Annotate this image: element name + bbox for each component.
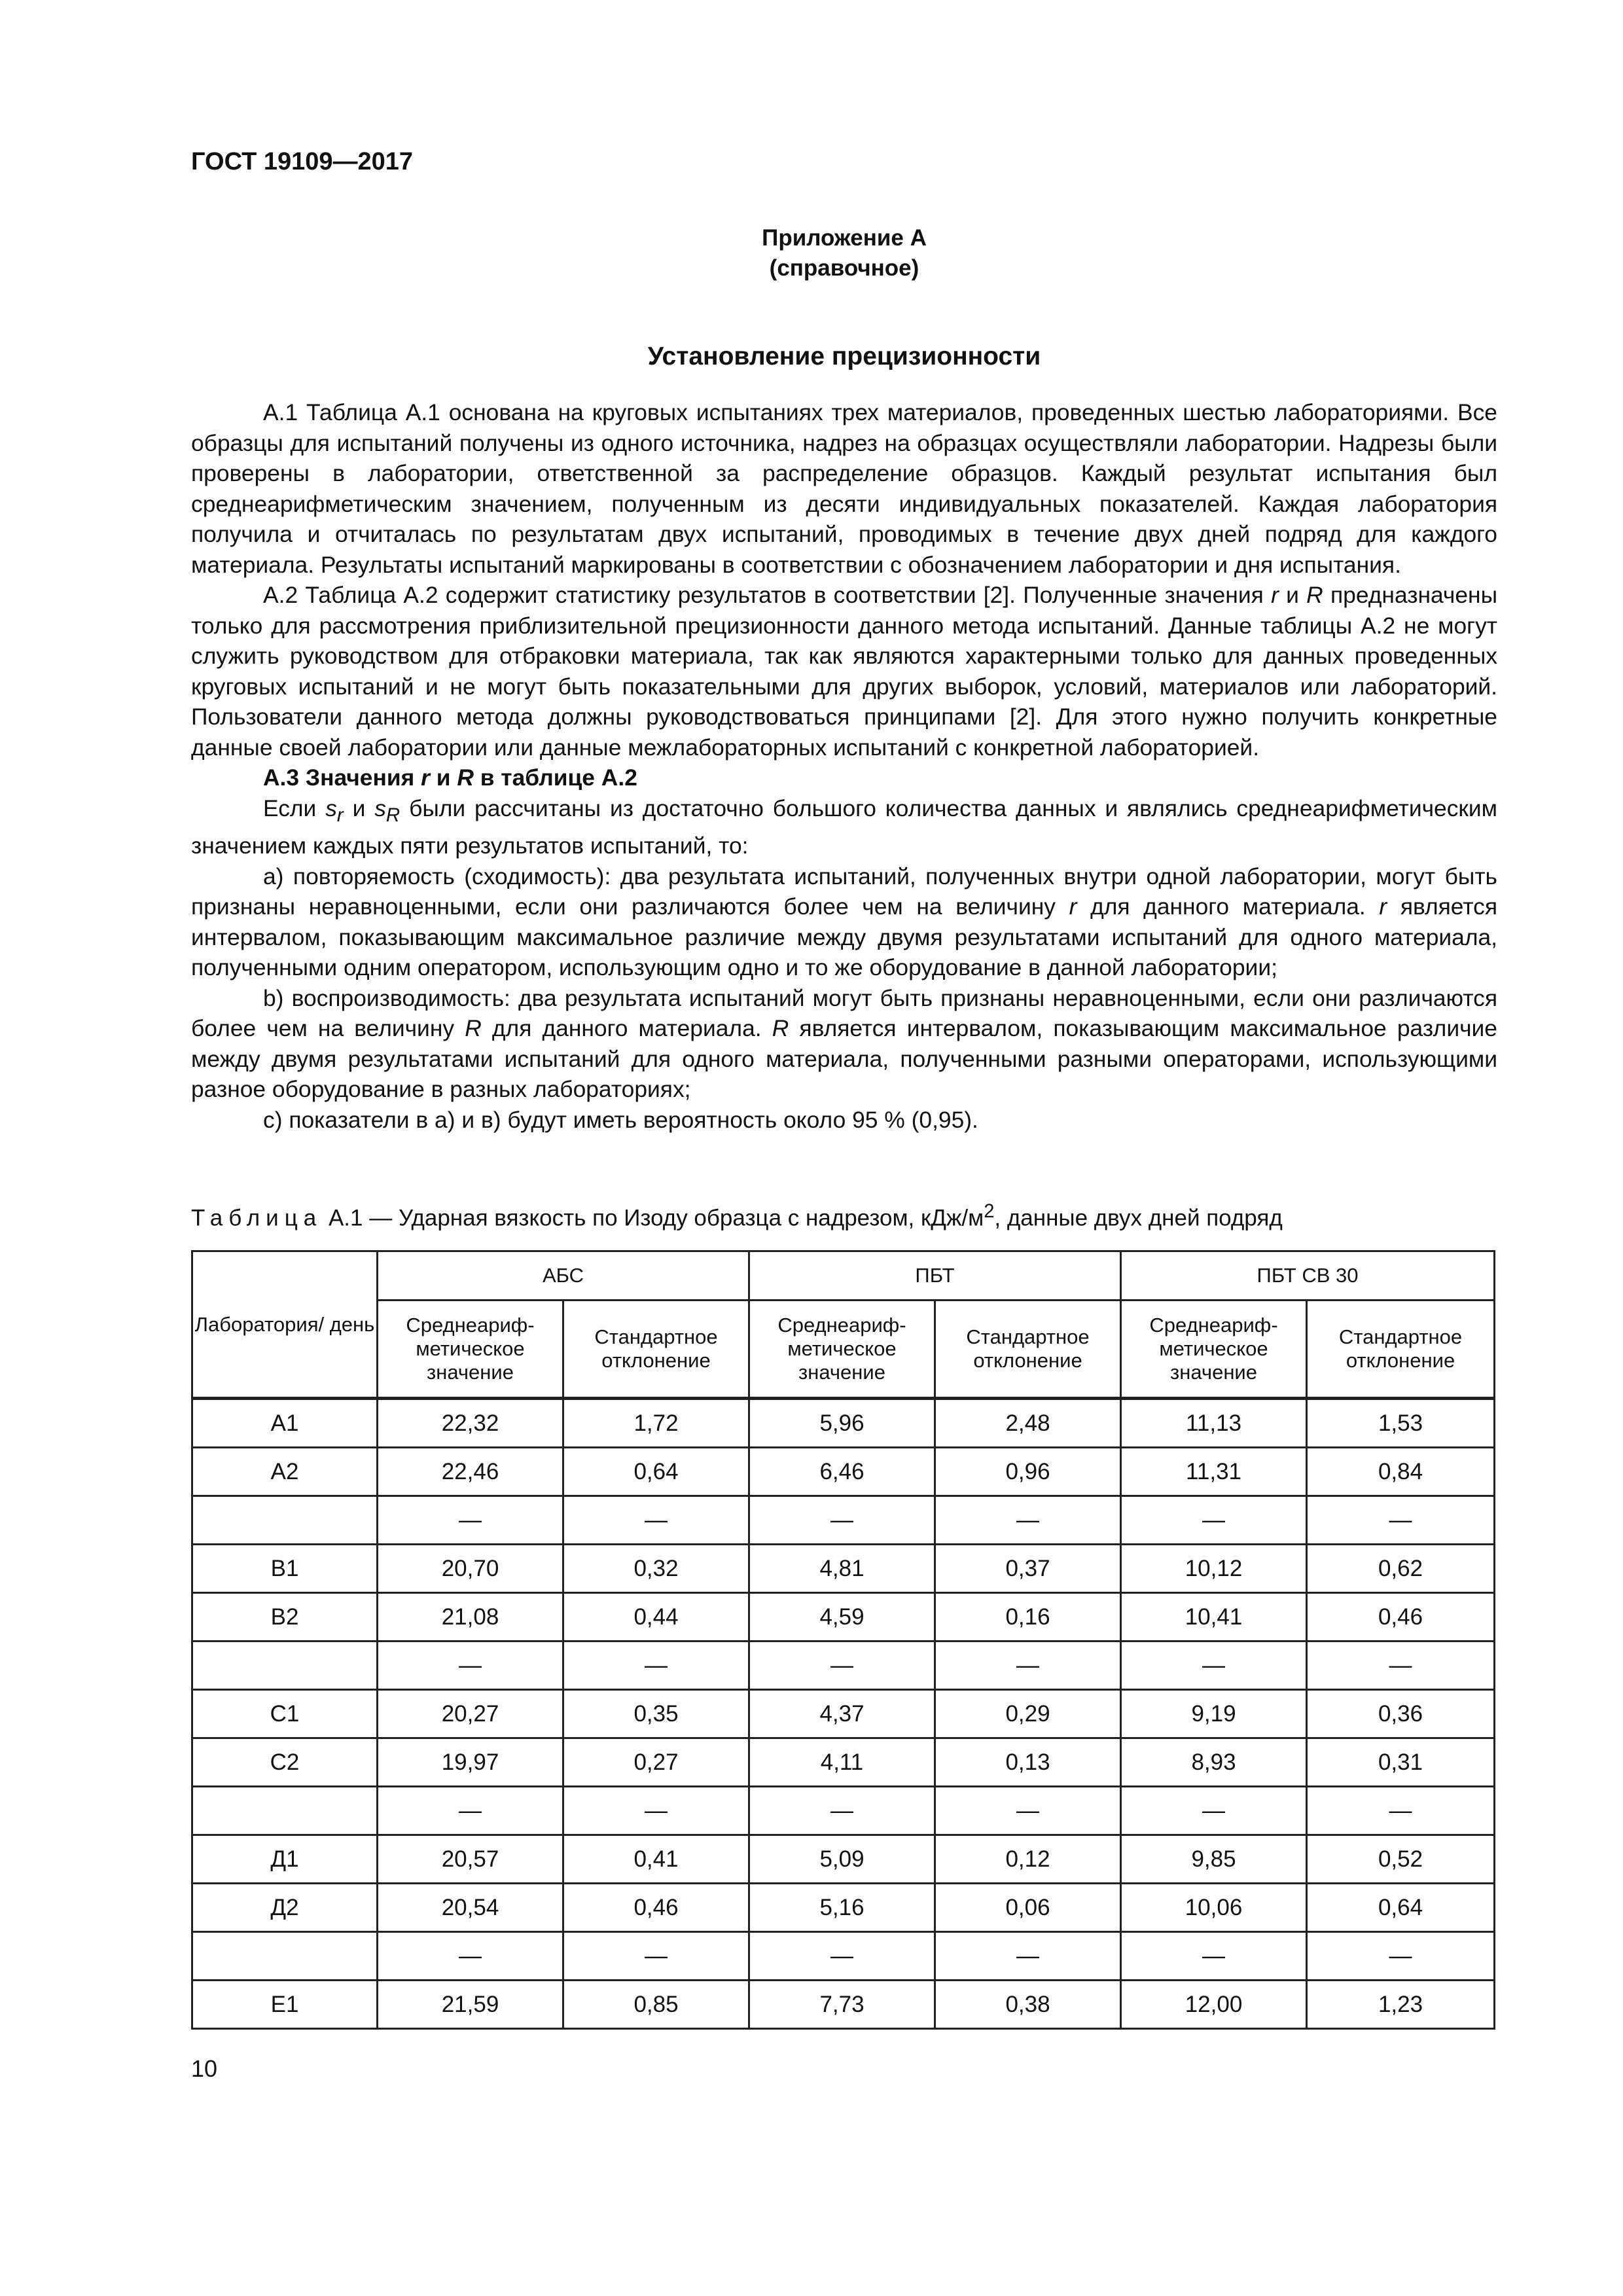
table-row bbox=[192, 1399, 1495, 1448]
value-cell: — bbox=[749, 1932, 935, 1981]
paragraph-reproducibility bbox=[191, 983, 1497, 1105]
value-cell: 4,37 bbox=[749, 1690, 935, 1738]
material-header: ПБТ СВ 30 bbox=[1121, 1251, 1495, 1300]
symbol-r: r bbox=[1069, 893, 1077, 920]
value-cell: 0,12 bbox=[935, 1835, 1121, 1884]
text: были рассчитаны из достаточно большого количества данных и являлись среднеарифметическим значением каждых пяти результатов испытаний, то: bbox=[191, 795, 1498, 859]
value-cell: 0,35 bbox=[563, 1690, 749, 1738]
value-cell: — bbox=[935, 1496, 1121, 1545]
value-cell: — bbox=[749, 1641, 935, 1690]
value-cell: 0,31 bbox=[1307, 1738, 1495, 1787]
lab-day-cell bbox=[192, 1932, 378, 1981]
value-cell: 11,13 bbox=[1121, 1399, 1307, 1448]
value-cell: 0,27 bbox=[563, 1738, 749, 1787]
lab-day-cell: Д2 bbox=[192, 1884, 378, 1932]
value-cell: 0,64 bbox=[563, 1448, 749, 1496]
table-caption bbox=[191, 1201, 1283, 1232]
lab-day-cell: Д1 bbox=[192, 1835, 378, 1884]
symbol-s: s bbox=[374, 795, 386, 821]
value-cell: 10,06 bbox=[1121, 1884, 1307, 1932]
value-cell: 0,29 bbox=[935, 1690, 1121, 1738]
value-cell: 0,84 bbox=[1307, 1448, 1495, 1496]
appendix-type: (справочное) bbox=[769, 255, 919, 281]
value-cell: 0,16 bbox=[935, 1593, 1121, 1641]
value-cell: — bbox=[1307, 1496, 1495, 1545]
value-cell: — bbox=[749, 1787, 935, 1835]
value-cell: 4,11 bbox=[749, 1738, 935, 1787]
value-cell: 0,06 bbox=[935, 1884, 1121, 1932]
value-cell: 19,97 bbox=[378, 1738, 563, 1787]
value-cell: 7,73 bbox=[749, 1981, 935, 2029]
text: а) повторяемость (сходимость): два результата испытаний, полученных внутри одной лаборатории, могут быть признаны неравноценными, если они различаются более чем на величину bbox=[191, 863, 1497, 920]
text: и bbox=[429, 764, 457, 791]
value-cell: — bbox=[378, 1932, 563, 1981]
value-cell: 0,62 bbox=[1307, 1545, 1495, 1593]
material-header: ПБТ bbox=[749, 1251, 1121, 1300]
value-cell: 0,41 bbox=[563, 1835, 749, 1884]
value-cell: 0,37 bbox=[935, 1545, 1121, 1593]
subscript-r bbox=[337, 804, 344, 826]
value-cell: — bbox=[563, 1932, 749, 1981]
table-caption-sup: 2 bbox=[984, 1201, 995, 1222]
value-cell: 11,31 bbox=[1121, 1448, 1307, 1496]
value-cell: 9,85 bbox=[1121, 1835, 1307, 1884]
symbol-R: R bbox=[385, 804, 401, 826]
text: А.2 Таблица А.2 содержит статистику результатов в соответствии [2]. Полученные значения bbox=[263, 582, 1272, 608]
value-cell: — bbox=[563, 1496, 749, 1545]
impact-strength-table bbox=[191, 1250, 1495, 2030]
table-body bbox=[192, 1399, 1495, 2029]
value-cell: 0,38 bbox=[935, 1981, 1121, 2029]
value-cell: 20,57 bbox=[378, 1835, 563, 1884]
mean-header: Среднеариф- метическое значение bbox=[1121, 1300, 1307, 1399]
table-row bbox=[192, 1835, 1495, 1884]
value-cell: 20,27 bbox=[378, 1690, 563, 1738]
table-row bbox=[192, 1545, 1495, 1593]
text: в таблице А.2 bbox=[473, 764, 637, 791]
value-cell: — bbox=[378, 1641, 563, 1690]
value-cell: 5,16 bbox=[749, 1884, 935, 1932]
text: Если bbox=[263, 795, 326, 821]
table-row bbox=[192, 1496, 1495, 1545]
symbol-r: r bbox=[421, 764, 430, 791]
table-row bbox=[192, 1981, 1495, 2029]
text: для данного материала. bbox=[1077, 893, 1380, 920]
value-cell: 0,85 bbox=[563, 1981, 749, 2029]
table-row bbox=[192, 1593, 1495, 1641]
symbol-R: R bbox=[772, 1015, 789, 1042]
value-cell: 10,12 bbox=[1121, 1545, 1307, 1593]
value-cell: 20,70 bbox=[378, 1545, 563, 1593]
value-cell: 0,46 bbox=[1307, 1593, 1495, 1641]
value-cell: — bbox=[378, 1496, 563, 1545]
value-cell: 4,59 bbox=[749, 1593, 935, 1641]
text: предназначены только для рассмотрения приблизительной прецизионности данного метода испытаний. Данные таблицы А.2 не могут служить руководством для отбраковки материала, так как являются характерными только для данных проведенных круговых испытаний и не могут быть показательными для других выборок, условий, материалов или лабораторий. Пользователи данного метода должны руководствоваться принципами [2]. Для этого нужно получить конкретные данные своей лаборатории или данные межлабораторных испытаний с конкретной лабораторией. bbox=[191, 582, 1498, 761]
symbol-R: R bbox=[1306, 582, 1323, 608]
value-cell: — bbox=[1121, 1787, 1307, 1835]
sd-header: Стандартное отклонение bbox=[563, 1300, 749, 1399]
table-caption-tail: , данные двух дней подряд bbox=[994, 1205, 1283, 1231]
table-row bbox=[192, 1932, 1495, 1981]
value-cell: 0,44 bbox=[563, 1593, 749, 1641]
document-designation: ГОСТ 19109—2017 bbox=[191, 148, 414, 175]
mean-header: Среднеариф- метическое значение bbox=[378, 1300, 563, 1399]
lab-day-cell: С1 bbox=[192, 1690, 378, 1738]
paragraph-repeatability bbox=[191, 861, 1497, 983]
lab-day-cell: Е1 bbox=[192, 1981, 378, 2029]
value-cell: — bbox=[935, 1932, 1121, 1981]
lab-day-cell bbox=[192, 1496, 378, 1545]
text: для данного материала. bbox=[481, 1015, 772, 1042]
value-cell: 0,32 bbox=[563, 1545, 749, 1593]
sd-header: Стандартное отклонение bbox=[1307, 1300, 1495, 1399]
value-cell: 21,59 bbox=[378, 1981, 563, 2029]
value-cell: 1,23 bbox=[1307, 1981, 1495, 2029]
table-caption-text: А.1 — Ударная вязкость по Изоду образца с надрезом, кДж/м bbox=[322, 1205, 984, 1231]
value-cell: 0,64 bbox=[1307, 1884, 1495, 1932]
table-row bbox=[192, 1448, 1495, 1496]
value-cell: 8,93 bbox=[1121, 1738, 1307, 1787]
page-number: 10 bbox=[191, 2055, 218, 2082]
section-title: Установление прецизионности bbox=[647, 342, 1041, 370]
value-cell: — bbox=[1121, 1496, 1307, 1545]
text: является интервалом, показывающим максимальное различие между двумя результатами испытаний для одного материала, полученными одним оператором, использующим одно и то же оборудование в данной лаборатории; bbox=[191, 893, 1497, 981]
symbol-R: R bbox=[465, 1015, 482, 1042]
table-caption-label: Таблица bbox=[191, 1205, 323, 1231]
body-text bbox=[191, 397, 1497, 1135]
value-cell: — bbox=[1121, 1641, 1307, 1690]
value-cell: 6,46 bbox=[749, 1448, 935, 1496]
text: и bbox=[343, 795, 375, 821]
value-cell: 0,36 bbox=[1307, 1690, 1495, 1738]
value-cell: 2,48 bbox=[935, 1399, 1121, 1448]
table-row bbox=[192, 1738, 1495, 1787]
value-cell: 1,53 bbox=[1307, 1399, 1495, 1448]
value-cell: 22,46 bbox=[378, 1448, 563, 1496]
value-cell: — bbox=[1307, 1641, 1495, 1690]
value-cell: — bbox=[1121, 1932, 1307, 1981]
value-cell: 0,46 bbox=[563, 1884, 749, 1932]
table-row bbox=[192, 1641, 1495, 1690]
lab-day-cell: В2 bbox=[192, 1593, 378, 1641]
table-row bbox=[192, 1884, 1495, 1932]
table-row bbox=[192, 1787, 1495, 1835]
value-cell: 10,41 bbox=[1121, 1593, 1307, 1641]
material-header: АБС bbox=[378, 1251, 749, 1300]
lab-day-header: Лаборатория/ день bbox=[192, 1251, 378, 1399]
value-cell: 5,09 bbox=[749, 1835, 935, 1884]
value-cell: — bbox=[1307, 1787, 1495, 1835]
value-cell: — bbox=[935, 1787, 1121, 1835]
paragraph-condition bbox=[191, 793, 1497, 861]
symbol-R: R bbox=[457, 764, 474, 791]
symbol-r: r bbox=[336, 804, 344, 826]
subheading-a3 bbox=[191, 762, 1497, 793]
subscript-R bbox=[386, 804, 400, 826]
value-cell: — bbox=[1307, 1932, 1495, 1981]
value-cell: 21,08 bbox=[378, 1593, 563, 1641]
value-cell: 20,54 bbox=[378, 1884, 563, 1932]
mean-header: Среднеариф- метическое значение bbox=[749, 1300, 935, 1399]
lab-day-cell bbox=[192, 1787, 378, 1835]
text: и bbox=[1278, 582, 1307, 608]
lab-day-cell: С2 bbox=[192, 1738, 378, 1787]
paragraph-probability: с) показатели в а) и в) будут иметь вероятность около 95 % (0,95). bbox=[263, 1106, 978, 1133]
value-cell: 0,96 bbox=[935, 1448, 1121, 1496]
value-cell: — bbox=[935, 1641, 1121, 1690]
table-row bbox=[192, 1690, 1495, 1738]
appendix-label: Приложение А bbox=[762, 225, 927, 251]
paragraph-a2 bbox=[191, 580, 1497, 762]
sd-header: Стандартное отклонение bbox=[935, 1300, 1121, 1399]
value-cell: 12,00 bbox=[1121, 1981, 1307, 2029]
value-cell: 1,72 bbox=[563, 1399, 749, 1448]
value-cell: — bbox=[563, 1787, 749, 1835]
value-cell: 22,32 bbox=[378, 1399, 563, 1448]
value-cell: 0,52 bbox=[1307, 1835, 1495, 1884]
value-cell: — bbox=[749, 1496, 935, 1545]
lab-day-cell: В1 bbox=[192, 1545, 378, 1593]
value-cell: — bbox=[563, 1641, 749, 1690]
appendix-heading bbox=[191, 223, 1497, 283]
value-cell: 0,13 bbox=[935, 1738, 1121, 1787]
lab-day-cell bbox=[192, 1641, 378, 1690]
value-cell: — bbox=[378, 1787, 563, 1835]
value-cell: 9,19 bbox=[1121, 1690, 1307, 1738]
value-cell: 5,96 bbox=[749, 1399, 935, 1448]
symbol-r: r bbox=[1271, 582, 1279, 608]
lab-day-cell: А2 bbox=[192, 1448, 378, 1496]
text: b) воспроизводимость: два результата испытаний могут быть признаны неравноценными, если они различаются более чем на величину bbox=[191, 984, 1497, 1042]
text: является интервалом, показывающим максимальное различие между двумя результатами испытаний для одного материала, полученными разными операторами, использующими разное оборудование в разных лабораториях; bbox=[191, 1015, 1497, 1103]
paragraph-a1: А.1 Таблица А.1 основана на круговых испытаниях трех материалов, проведенных шестью лабораториями. Все образцы для испытаний получены из одного источника, надрез на образцах осуществляли лаборатории. Надрезы были проверены в лаборатории, ответственной за распределение образцов. Каждый результат испытания был среднеарифметическим значением, полученным из десяти индивидуальных показателей. Каждая лаборатория получила и отчиталась по результатам двух испытаний, проводимых в течение двух дней подряд для каждого материала. Результаты испытаний маркированы в соответствии с обозначением лаборатории и дня испытания. bbox=[191, 399, 1497, 578]
value-cell: 4,81 bbox=[749, 1545, 935, 1593]
text: А.3 Значения bbox=[263, 764, 421, 791]
symbol-s: s bbox=[325, 795, 337, 821]
lab-day-cell: А1 bbox=[192, 1399, 378, 1448]
symbol-r: r bbox=[1379, 893, 1387, 920]
